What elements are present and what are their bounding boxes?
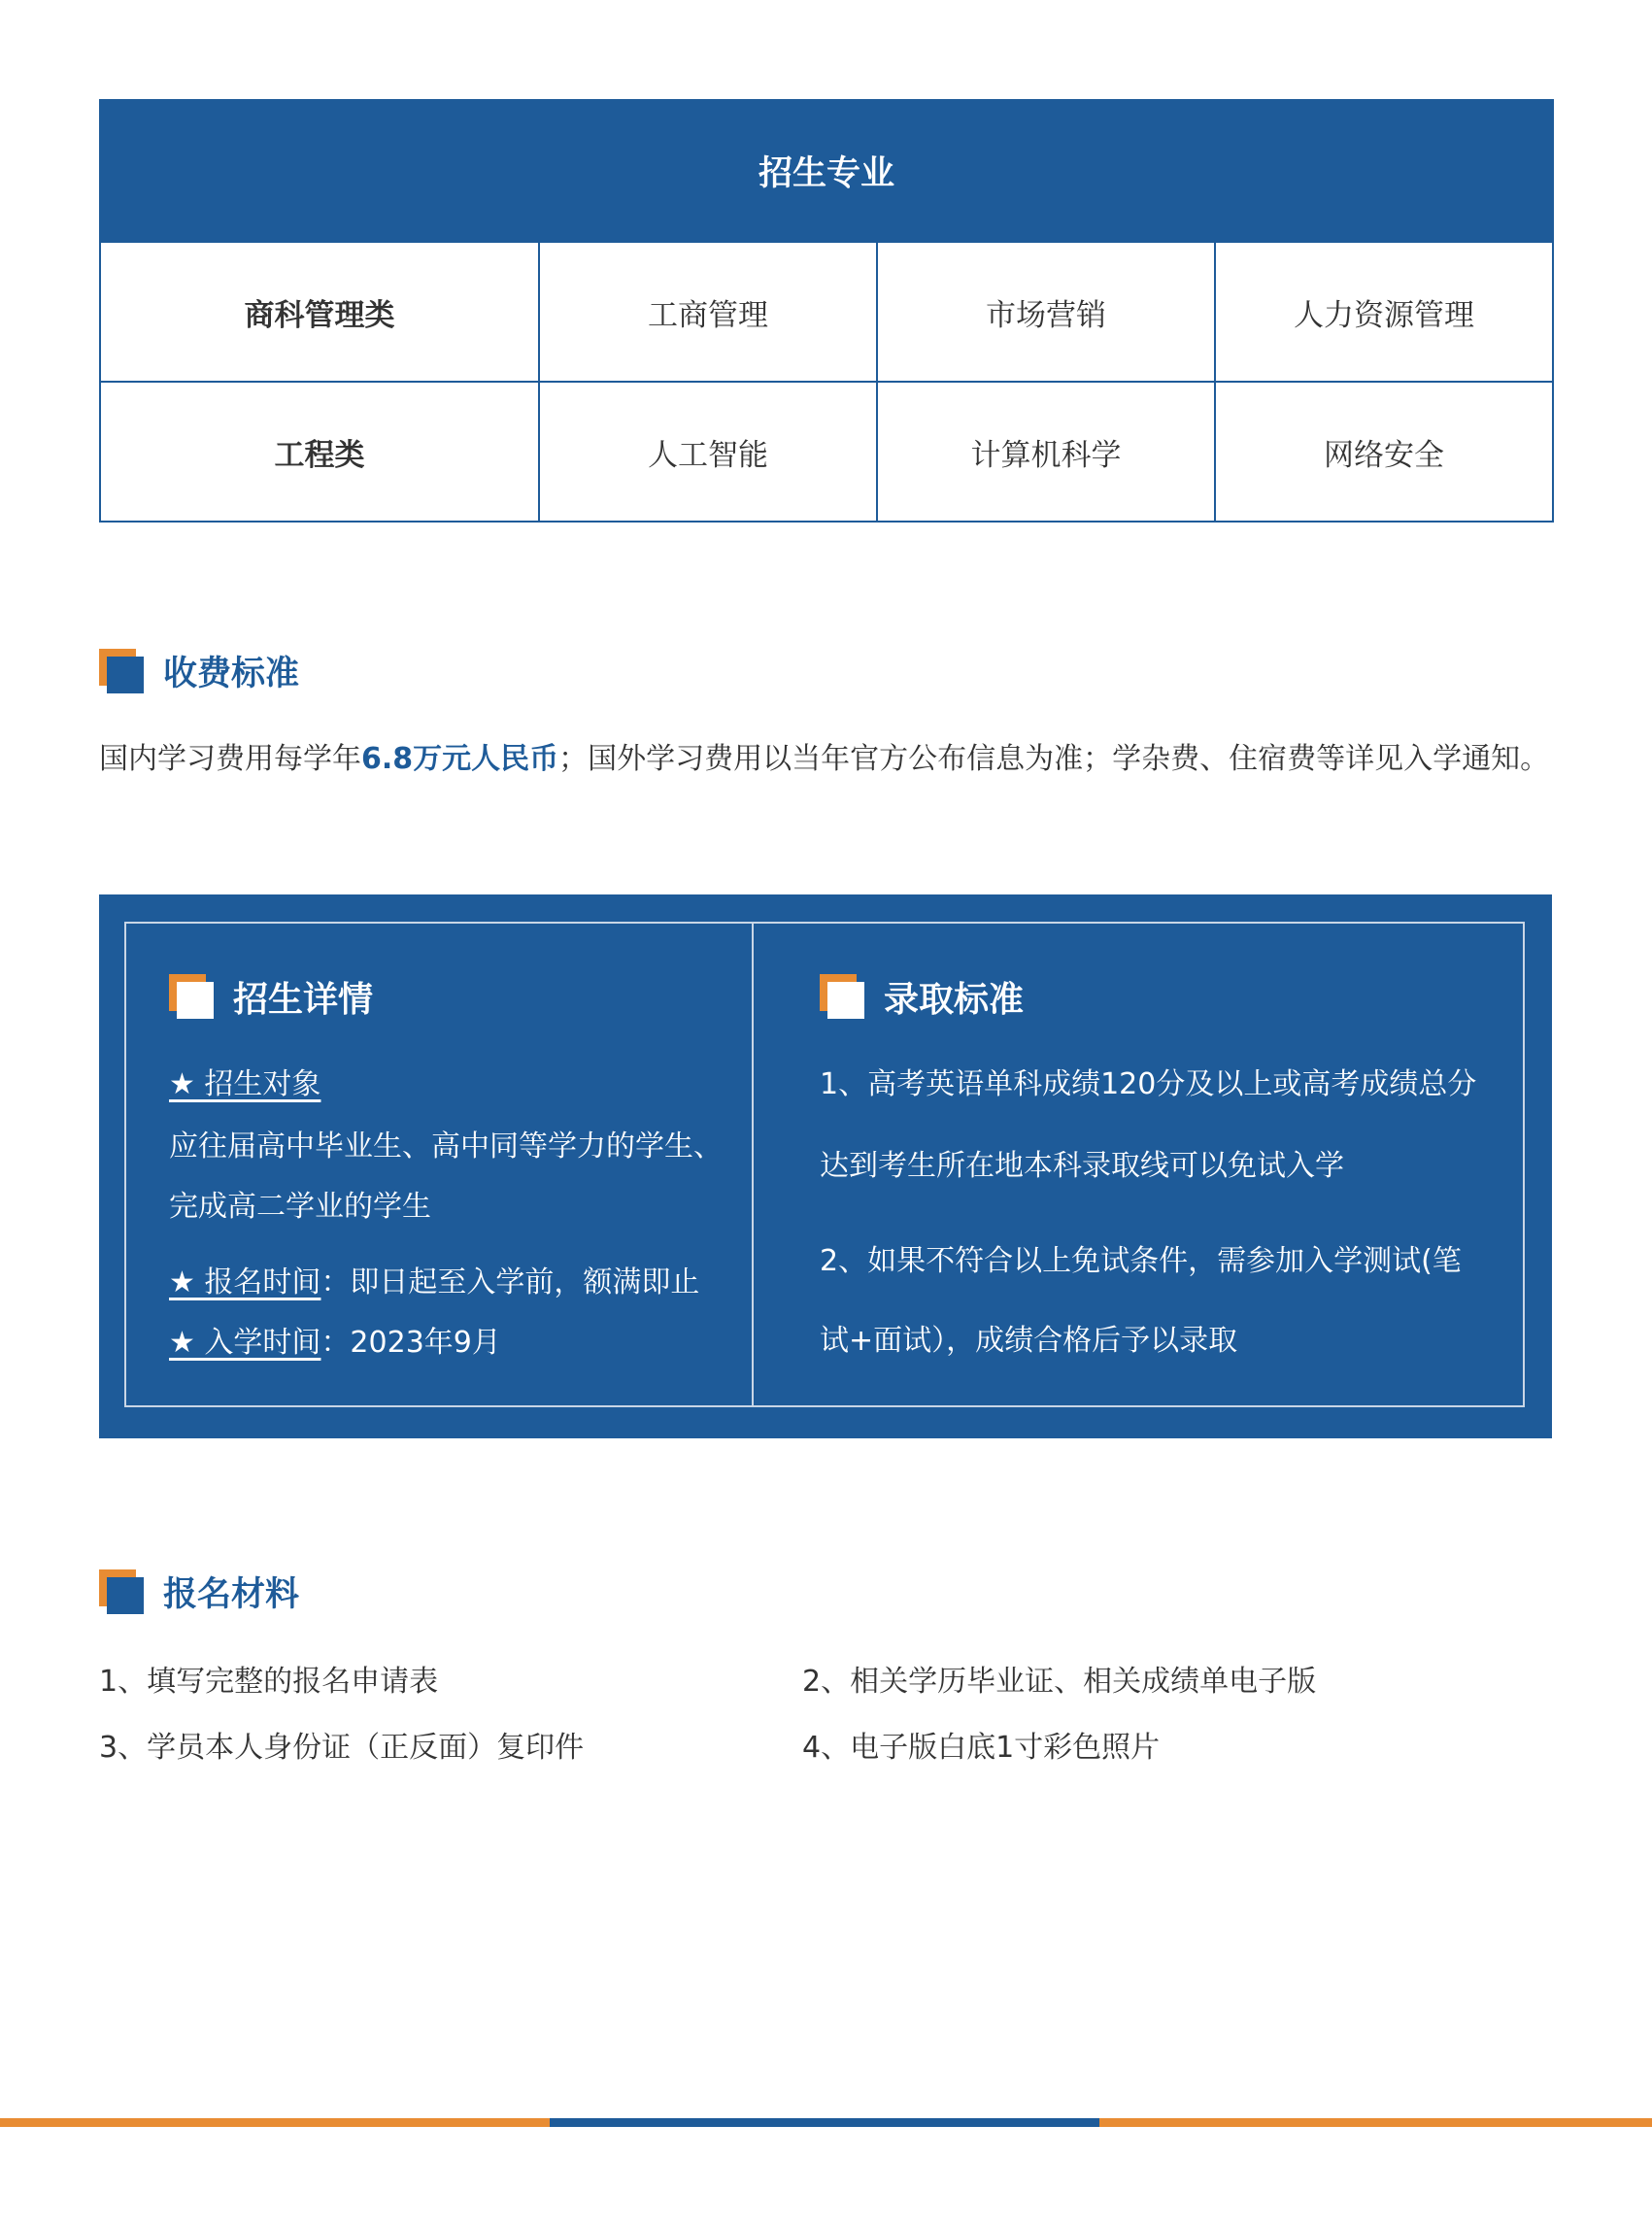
fees-highlight: 6.8万元人民币 xyxy=(361,742,559,776)
major-category: 工程类 xyxy=(100,382,539,522)
target-line-2: 完成高二学业的学生 xyxy=(169,1190,431,1224)
details-title: 招生详情 xyxy=(233,979,374,1020)
admission-title-row xyxy=(820,972,1024,1021)
major-item: 网络安全 xyxy=(1215,382,1553,522)
target-label: ★ 招生对象 xyxy=(169,1067,321,1101)
reg-time xyxy=(169,1258,699,1300)
list-item: 2、相关学历毕业证、相关成绩单电子版 xyxy=(802,1665,1317,1699)
major-item: 计算机科学 xyxy=(877,382,1215,522)
table-row xyxy=(100,242,1553,382)
materials-title: 报名材料 xyxy=(163,1575,300,1614)
enroll-value: ：2023年9月 xyxy=(320,1326,501,1360)
list-item: 4、电子版白底1寸彩色照片 xyxy=(802,1731,1161,1765)
enroll-label: ★ 入学时间 xyxy=(169,1326,321,1360)
admission-title: 录取标准 xyxy=(884,979,1025,1020)
footer-stripe-right xyxy=(1099,2118,1652,2127)
fees-title: 收费标准 xyxy=(163,655,300,693)
list-item: 1、填写完整的报名申请表 xyxy=(99,1665,439,1699)
fees-section-title xyxy=(99,647,299,695)
admission-line-2: 达到考生所在地本科录取线可以免试入学 xyxy=(820,1149,1344,1183)
enroll-time xyxy=(169,1318,501,1361)
major-item: 工商管理 xyxy=(539,242,877,382)
section-square-icon xyxy=(99,649,144,693)
section-square-icon xyxy=(169,974,214,1019)
target-line-1: 应往届高中毕业生、高中同等学力的学生、 xyxy=(169,1130,723,1164)
details-panel-inner xyxy=(124,922,1525,1407)
major-item: 人力资源管理 xyxy=(1215,242,1553,382)
majors-table xyxy=(99,99,1554,523)
reg-label: ★ 报名时间 xyxy=(169,1265,321,1299)
major-item: 市场营销 xyxy=(877,242,1215,382)
admission-line-3: 2、如果不符合以上免试条件，需参加入学测试(笔 xyxy=(820,1244,1462,1278)
materials-section-title xyxy=(99,1568,299,1616)
section-square-icon xyxy=(820,974,864,1019)
details-panel xyxy=(99,894,1552,1438)
reg-value: ：即日起至入学前，额满即止 xyxy=(320,1265,700,1299)
fees-text-before: 国内学习费用每学年 xyxy=(99,742,361,776)
majors-header-row xyxy=(100,100,1553,242)
major-item: 人工智能 xyxy=(539,382,877,522)
fees-text-after: ；国外学习费用以当年官方公布信息为准；学杂费、住宿费等详见入学通知。 xyxy=(558,742,1550,776)
admission-line-1: 1、高考英语单科成绩120分及以上或高考成绩总分 xyxy=(820,1067,1477,1101)
table-row xyxy=(100,382,1553,522)
details-title-row xyxy=(169,972,373,1021)
fees-text xyxy=(99,734,1549,777)
footer-stripe-middle xyxy=(550,2118,1099,2127)
list-item: 3、学员本人身份证（正反面）复印件 xyxy=(99,1731,585,1765)
panel-divider xyxy=(752,924,754,1405)
footer-stripe-left xyxy=(0,2118,550,2127)
section-square-icon xyxy=(99,1569,144,1614)
major-category: 商科管理类 xyxy=(100,242,539,382)
admission-line-4: 试+面试），成绩合格后予以录取 xyxy=(820,1324,1238,1358)
majors-header: 招生专业 xyxy=(100,100,1553,242)
